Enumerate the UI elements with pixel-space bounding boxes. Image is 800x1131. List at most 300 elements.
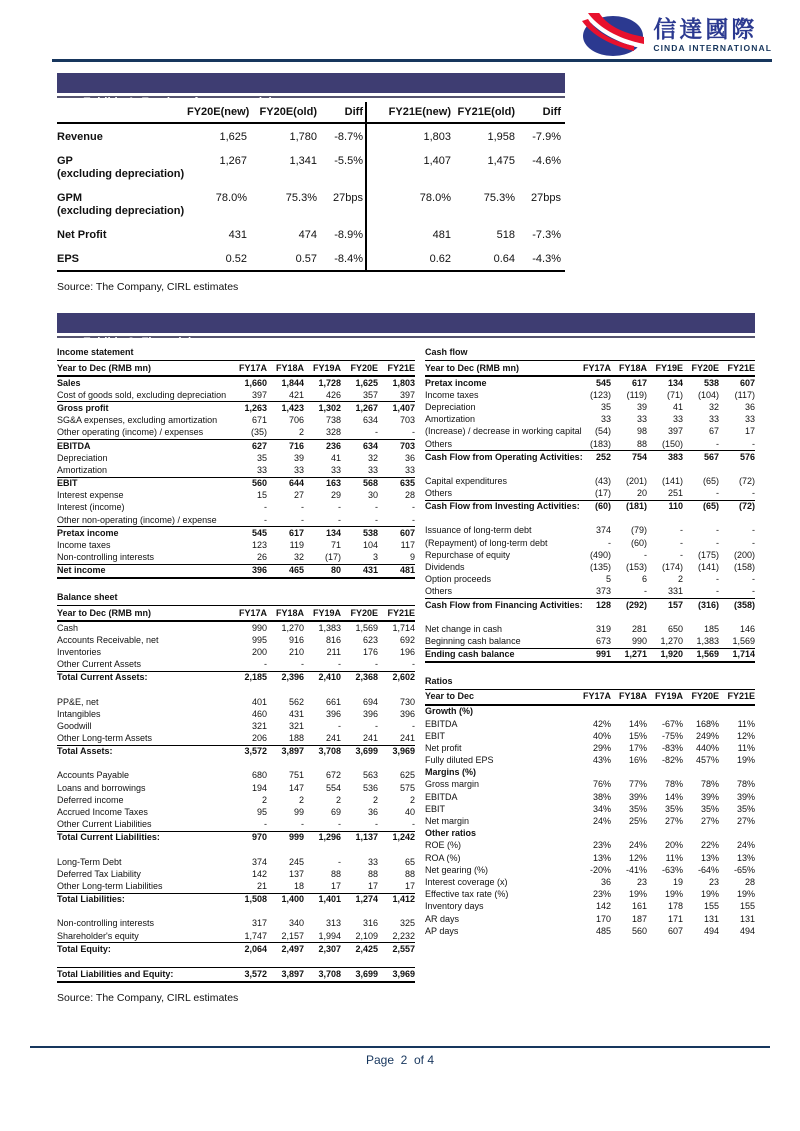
cell: 19% [736,755,755,766]
cell: 251 [667,488,683,499]
cell: 2,064 [244,943,267,954]
cell: (292) [625,599,647,610]
cell: - [680,525,683,536]
cell: 1,625 [355,377,378,388]
cell: 33 [256,464,267,475]
cell: - [301,502,304,513]
cell: 33 [330,464,341,475]
column-header: FY19E [655,362,683,373]
cell: 1,274 [355,894,378,905]
cell: 196 [399,646,415,657]
cell: 78% [664,779,683,790]
cell: -8.9% [334,229,363,241]
cell: - [680,549,683,560]
cell: 440% [695,742,719,753]
row-label: Cash Flow from Financing Activities: [425,599,583,610]
table-row [57,539,415,551]
table-row [57,745,415,758]
row-sublabel: (excluding depreciation) [57,205,185,217]
row-label: Cost of goods sold, excluding depreciation [57,389,227,400]
cell: 1,423 [281,402,304,413]
column-header: FY21E [387,607,415,618]
cell: 1,994 [318,930,341,941]
cell: 1,728 [318,377,341,388]
column-header: FY21E [727,362,755,373]
cell: 39% [628,791,647,802]
table-row [425,611,755,623]
column-header: FY21E(old) [457,106,515,118]
table-row [57,720,415,732]
cell: (65) [702,501,719,512]
cell: -83% [661,742,683,753]
cell: (60) [594,501,611,512]
table-row [57,831,415,844]
cell: 155 [703,901,719,912]
row-label: Fully diluted EPS [425,755,494,766]
cell: 33 [367,856,378,867]
cell: 485 [595,925,611,936]
cell: 374 [595,525,611,536]
cell: 554 [325,782,341,793]
cell: 20% [664,840,683,851]
cell: 75.3% [285,192,317,204]
table-row [425,730,755,742]
table-row [425,513,755,525]
column-header: FY20E(old) [259,106,317,118]
cell: 313 [325,918,341,929]
row-label: AP days [425,925,459,936]
table-row [425,561,755,573]
cell: 2,602 [392,672,415,683]
row-label: Effective tax rate (%) [425,889,509,900]
cell: 241 [362,733,378,744]
cell: 1,844 [281,377,304,388]
cell: 11% [665,852,683,863]
table-row [57,401,415,414]
cell: 43% [592,755,611,766]
row-label: Amortization [425,414,476,425]
cell: 88 [636,438,647,449]
cell: 17 [330,880,341,891]
cell: 13% [736,852,755,863]
cell: 210 [288,646,304,657]
table-row [425,828,755,840]
table-row [425,648,755,663]
row-label: Gross margin [425,779,480,790]
row-label: EBIT [425,803,446,814]
cell: 396 [251,565,267,576]
cell: 178 [667,901,683,912]
cell: 32 [367,452,378,463]
cell: 23 [636,876,647,887]
table-row [57,696,415,708]
table-row [57,906,415,918]
table-row [425,500,755,513]
row-label: AR days [425,913,460,924]
cell: 0.62 [429,253,451,265]
exhibit2-title-bar [57,313,755,349]
cell: 171 [667,913,683,924]
cell: 397 [399,389,415,400]
cell: 117 [400,540,415,551]
cell: 560 [631,925,647,936]
cell: 916 [288,634,304,645]
cell: 39% [736,791,755,802]
cell: 2,497 [281,943,304,954]
cell: 30 [367,490,378,501]
cell: 5 [605,574,611,585]
cell: 88 [367,868,378,879]
cell: 20 [636,488,647,499]
cell: 397 [667,426,683,437]
page-number: Page 2 of 4 [365,1053,435,1067]
row-label: Net Profit [57,229,107,241]
cell: 33 [672,414,683,425]
row-label: Other Long-term Liabilities [57,880,163,891]
cell: - [338,659,341,670]
table-row [57,844,415,856]
table-row [57,514,415,526]
cell: 38% [592,791,611,802]
table-row [425,901,755,913]
cell: 671 [251,415,267,426]
cell: - [264,514,267,525]
cell: 142 [251,868,267,879]
exhibit1-source: Source: The Company, CIRL estimates [57,281,239,293]
row-label: Revenue [57,131,103,143]
cell: 317 [251,918,267,929]
row-label: Total Equity: [57,943,111,954]
cell: 88 [330,868,341,879]
row-label: (Repayment) of long-term debt [425,537,548,548]
header-label: Year to Dec [425,691,475,702]
cell: (358) [733,599,755,610]
cell: 33 [367,464,378,475]
table-row [425,623,755,635]
cell: 24% [628,840,647,851]
cell: 23 [708,876,719,887]
header-label: Year to Dec (RMB mn) [57,362,152,373]
cell: 35% [700,803,719,814]
table-row [425,791,755,803]
cell: - [264,659,267,670]
cell: 134 [325,527,341,538]
table-row [425,475,755,487]
cell: 35% [664,803,683,814]
cell: 1,803 [423,131,451,143]
exhibit2-right-column [425,346,755,983]
table-row [57,427,415,439]
column-header: FY20E [691,362,719,373]
row-label: Interest coverage (x) [425,876,508,887]
column-header: FY19A [654,691,683,702]
cell: 607 [667,925,683,936]
cell: 545 [595,377,611,388]
cell: 431 [362,565,378,576]
cell: 1,625 [219,131,247,143]
cell: -8.7% [334,131,363,143]
cell: (79) [630,525,647,536]
table-row [425,598,755,611]
cell: - [301,819,304,830]
cell: 1,412 [392,894,415,905]
row-label: Non-controlling interests [57,918,155,929]
cell: 2 [298,427,304,438]
cell: - [264,502,267,513]
cell: 15 [256,490,267,501]
section-title: Income statement [57,346,415,361]
cell: 316 [362,918,378,929]
table-row [57,794,415,806]
cell: 3,708 [318,968,341,979]
cell: -63% [661,864,683,875]
row-label: Cash Flow from Operating Activities: [425,451,583,462]
cell: 1,271 [624,649,647,660]
cell: 460 [251,708,267,719]
cell: 1,263 [244,402,267,413]
table-row [57,856,415,868]
cell: 241 [399,733,415,744]
cell: 703 [399,440,415,451]
forecast-row [57,185,565,222]
cell: 1,569 [732,635,755,646]
cell: 1,747 [244,930,267,941]
table-row [425,525,755,537]
row-label: Accrued Income Taxes [57,807,148,818]
cell: 39 [636,401,647,412]
row-label: ROA (%) [425,852,461,863]
cell: 754 [631,451,647,462]
cell: 426 [325,389,341,400]
cell: 33 [744,414,755,425]
cell: 481 [432,229,451,241]
cell: 170 [595,913,611,924]
row-label: Loans and borrowings [57,782,146,793]
cell: 2 [335,794,341,805]
cell: 328 [325,427,341,438]
cell: 27% [700,816,719,827]
cell: 194 [251,782,267,793]
cell: 17 [404,880,415,891]
cell: 494 [739,925,755,936]
table-row [425,586,755,598]
cell: 1,242 [392,832,415,843]
cell: (35) [250,427,267,438]
cell: 2,410 [318,672,341,683]
cell: 692 [399,634,415,645]
cell: 661 [325,696,341,707]
cell: 374 [251,856,267,867]
table-row [57,893,415,906]
cell: (72) [738,501,755,512]
cell: 716 [288,440,304,451]
row-label: Total Assets: [57,746,113,757]
cell: 2 [298,794,304,805]
cell: 19% [664,889,683,900]
cell: (141) [697,562,719,573]
row-label: Ending cash balance [425,649,515,660]
cell: (201) [625,475,647,486]
row-label: Income taxes [425,389,479,400]
cell: 36 [404,452,415,463]
row-label: Other ratios [425,828,477,839]
cell: 730 [399,696,415,707]
cell: 545 [251,527,267,538]
cell: 17 [744,426,755,437]
cell: -20% [589,864,611,875]
cell: 970 [251,832,267,843]
row-label: Pretax income [425,377,487,388]
row-label: Capital expenditures [425,475,508,486]
cell: 2,368 [355,672,378,683]
column-header: FY20E(new) [187,106,250,118]
cell: 157 [667,599,683,610]
exhibit1-rows [57,124,565,270]
row-label: Total Liabilities: [57,894,125,905]
cell: 703 [399,415,415,426]
cell: 536 [362,782,378,793]
cell: 19% [700,889,719,900]
cell: (17) [324,552,341,563]
cell: 999 [288,832,304,843]
table-row [57,377,415,389]
cell: 3,969 [392,968,415,979]
cell: 673 [595,635,611,646]
table-row [425,742,755,754]
table-row [57,868,415,880]
cell: 494 [703,925,719,936]
forecast-row [57,222,565,246]
cell: 3,969 [392,746,415,757]
row-label: EBITDA [425,718,458,729]
cell: 635 [399,478,415,489]
table-row [57,708,415,720]
cell: 1,958 [487,131,515,143]
cell: -64% [697,864,719,875]
cell: 3,897 [281,746,304,757]
cell: 147 [288,782,304,793]
table-row [57,671,415,684]
cell: -75% [661,730,683,741]
table-row [425,840,755,852]
column-header: FY18A [618,691,647,702]
cell: 161 [631,901,647,912]
cell: 474 [298,229,317,241]
cell: 1,569 [355,622,378,633]
cell: 1,270 [281,622,304,633]
column-header: FY17A [238,607,267,618]
table-row [57,552,415,564]
row-label: Depreciation [425,401,476,412]
cell: 340 [288,918,304,929]
cell: 142 [595,901,611,912]
row-label: Total Current Assets: [57,672,148,683]
row-label: PP&E, net [57,696,99,707]
cell: 34% [592,803,611,814]
cell: 78.0% [419,192,451,204]
cell: 396 [362,708,378,719]
cell: - [375,427,378,438]
cell: 41 [330,452,341,463]
cell: 245 [288,856,304,867]
cell: - [412,514,415,525]
cell: 13% [592,852,611,863]
cell: 397 [251,389,267,400]
cell: - [338,720,341,731]
cell: - [338,819,341,830]
cell: 65 [404,856,415,867]
cell: 67 [708,426,719,437]
exhibit1-title: Exhibit 1: Earnings forecast revision [83,97,286,109]
cell: 88 [404,868,415,879]
table-row [57,733,415,745]
cell: 644 [288,478,304,489]
cell: 252 [595,451,611,462]
cell: 104 [362,540,378,551]
row-label: EBIT [425,730,446,741]
row-label: Interest expense [57,490,124,501]
row-label: Accounts Payable [57,770,130,781]
column-header: FY17A [582,362,611,373]
cell: 995 [251,634,267,645]
row-label: Pretax income [57,527,119,538]
cell: 431 [288,708,304,719]
cell: 3,897 [281,968,304,979]
cell: 560 [251,478,267,489]
table-row [425,913,755,925]
row-label: Non-controlling interests [57,552,155,563]
cell: 39 [293,452,304,463]
cell: - [716,488,719,499]
row-label: (Increase) / decrease in working capital [425,426,582,437]
row-label: Other Current Liabilities [57,819,152,830]
cell: 383 [667,451,683,462]
cell: 538 [703,377,719,388]
cell: 249% [695,730,719,741]
header-logo [582,13,772,57]
cell: - [412,427,415,438]
row-label: Inventory days [425,901,484,912]
column-header: FY18A [618,362,647,373]
cell: 110 [668,501,683,512]
row-label: Other Current Assets [57,659,142,670]
cell: 33 [404,464,415,475]
cell: 76% [592,779,611,790]
header-row [425,690,755,706]
table-row [425,779,755,791]
row-label: Total Liabilities and Equity: [57,968,174,979]
cell: (175) [697,549,719,560]
cell: - [301,514,304,525]
row-label: Deferred income [57,794,124,805]
cell: 1,400 [281,894,304,905]
cell: 990 [631,635,647,646]
cell: 17 [367,880,378,891]
row-label: Total Current Liabilities: [57,832,160,843]
cell: 672 [325,770,341,781]
cell: - [752,488,755,499]
table-row [57,502,415,514]
cell: 27bps [531,192,561,204]
forecast-row [57,124,565,148]
exhibit2-columns [57,346,755,983]
cell: 77% [628,779,647,790]
table-row [57,622,415,634]
table-row [425,377,755,389]
cell: - [264,819,267,830]
cell: 650 [667,623,683,634]
cell: 23% [592,840,611,851]
